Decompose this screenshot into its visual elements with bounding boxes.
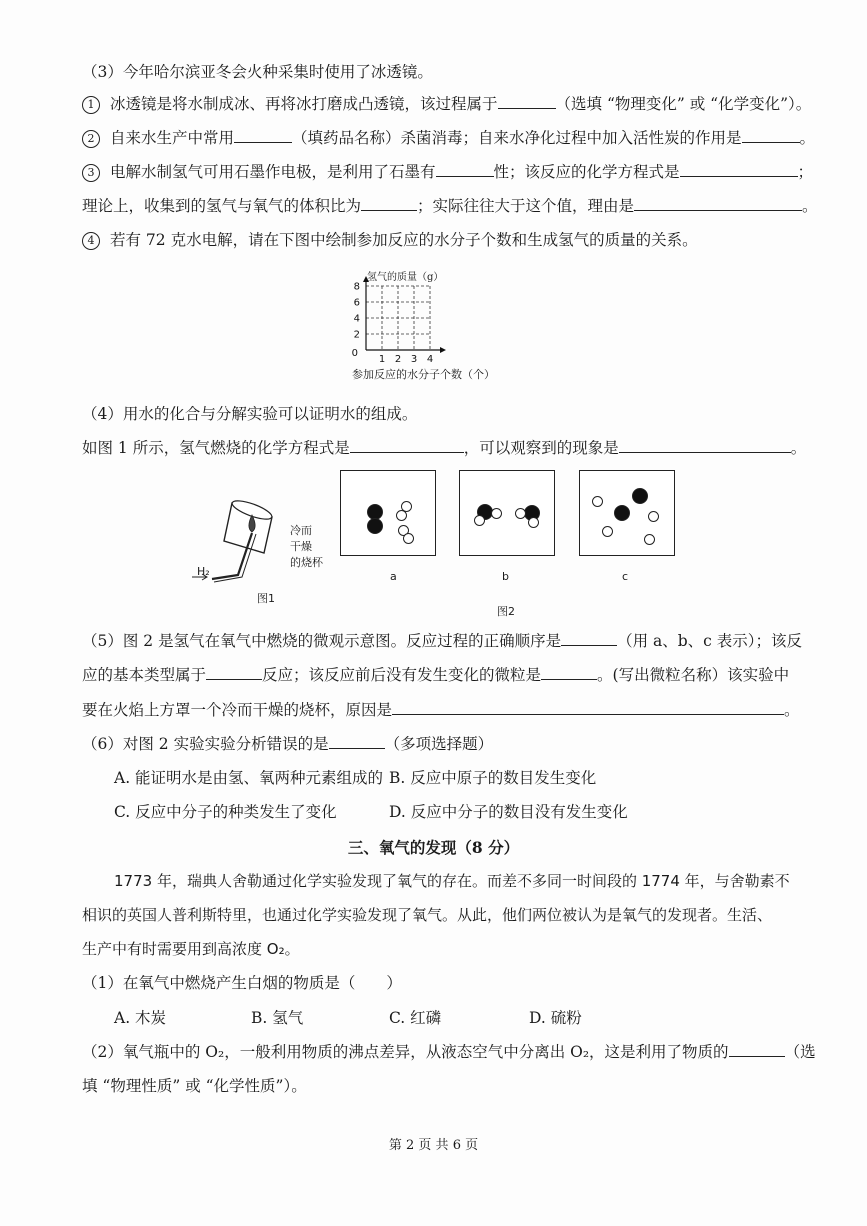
x-tick-label: 3 xyxy=(410,354,418,365)
page-footer: 第 2 页 共 6 页 xyxy=(388,1138,479,1153)
q6-option-d[interactable]: D. 反应中分子的数目没有发生变化 xyxy=(389,803,628,821)
box-label-b: b xyxy=(502,570,509,583)
q6-option-b[interactable]: B. 反应中原子的数目发生变化 xyxy=(389,769,597,787)
beaker-label-line-3: 的烧杯 xyxy=(290,556,323,569)
s3-q1-option-b[interactable]: B. 氢气 xyxy=(251,1009,304,1027)
s3-q1-stem: （1）在氧气中燃烧产生白烟的物质是（ ） xyxy=(82,974,402,992)
answer-blank[interactable] xyxy=(742,128,800,143)
q3-item-1: 1 冰透镜是将水制成冰、再将冰打磨成凸透镜，该过程属于 （选填 “物理变化” 或 “化学变化”）。 xyxy=(82,94,811,114)
hydrogen-atom xyxy=(403,533,414,544)
q5-line-2: 应的基本类型属于 反应；该反应前后没有发生变化的微粒是 。(写出微粒名称）该实验中 xyxy=(82,666,790,684)
answer-blank[interactable] xyxy=(561,631,617,646)
circled-number: 1 xyxy=(82,96,100,114)
oxygen-atom xyxy=(632,488,648,504)
hydrogen-atom xyxy=(528,517,539,528)
answer-blank[interactable] xyxy=(436,162,494,177)
q3-item-3-cont: 理论上，收集到的氢气与氧气的体积比为 ；实际往往大于这个值，理由是 。 xyxy=(82,197,818,215)
passage-line-2: 相识的英国人普利斯特里，也通过化学实验发现了氧气。从此，他们两位被认为是氧气的发现者。生活、 xyxy=(82,906,773,924)
answer-blank[interactable] xyxy=(206,665,262,680)
s3-q1-option-c[interactable]: C. 红磷 xyxy=(389,1009,442,1027)
s3-q2-line-2: 填 “物理性质” 或 “化学性质”）。 xyxy=(82,1077,307,1095)
box-b xyxy=(459,470,555,556)
x-tick-label: 4 xyxy=(426,354,434,365)
s3-q1-option-a[interactable]: A. 木炭 xyxy=(114,1009,167,1027)
q6-stem: （6）对图 2 实验实验分析错误的是 （多项选择题） xyxy=(82,735,494,753)
h2-label: H₂ xyxy=(197,565,210,578)
q3-item-2: 2 自来水生产中常用 （填药品名称）杀菌消毒；自来水净化过程中加入活性炭的作用是 。 xyxy=(82,128,815,148)
beaker-label-line-2: 干燥 xyxy=(290,540,312,553)
q5-line-1: （5）图 2 是氢气在氧气中燃烧的微观示意图。反应过程的正确顺序是 （用 a、b、c 表示）；该反 xyxy=(82,632,803,650)
section-title: 三、氧气的发现（8 分） xyxy=(347,838,520,857)
answer-blank[interactable] xyxy=(680,162,798,177)
beaker-label-line-1: 冷而 xyxy=(290,524,312,537)
s3-q1-option-d[interactable]: D. 硫粉 xyxy=(529,1009,582,1027)
chart-ylabel: 氢气的质量（g） xyxy=(367,272,444,283)
answer-blank[interactable] xyxy=(634,196,802,211)
hydrogen-atom xyxy=(396,510,407,521)
answer-blank[interactable] xyxy=(619,438,791,453)
chart-xlabel: 参加反应的水分子个数（个） xyxy=(352,368,495,381)
y-tick-label: 6 xyxy=(353,297,360,309)
circled-number: 2 xyxy=(82,130,100,148)
origin-label: 0 xyxy=(351,348,358,359)
y-tick-label: 8 xyxy=(353,281,360,293)
q5-line-3: 要在火焰上方罩一个冷而干燥的烧杯，原因是 。 xyxy=(82,701,800,719)
answer-blank[interactable] xyxy=(361,196,417,211)
passage-line-1: 1773 年，瑞典人舍勒通过化学实验发现了氧气的存在。而差不多同一时间段的 1774 年，与舍勒素不 xyxy=(114,872,790,890)
circled-number: 4 xyxy=(82,232,100,250)
y-tick-label: 4 xyxy=(353,313,360,325)
answer-blank[interactable] xyxy=(392,700,784,715)
answer-blank[interactable] xyxy=(541,665,597,680)
s3-q2-line-1: （2）氧气瓶中的 O₂，一般利用物质的沸点差异，从液态空气中分离出 O₂，这是利用了物质的 （选 xyxy=(82,1043,816,1061)
answer-blank[interactable] xyxy=(350,438,464,453)
q3-item-4: 4 若有 72 克水电解，请在下图中绘制参加反应的水分子个数和生成氢气的质量的关系。 xyxy=(82,230,698,250)
answer-blank[interactable] xyxy=(329,734,385,749)
box-a xyxy=(340,470,436,556)
x-tick-label: 1 xyxy=(378,354,386,365)
x-axis-arrow xyxy=(440,347,446,353)
figure-1-apparatus xyxy=(190,495,300,595)
box-label-a: a xyxy=(390,570,397,583)
passage-line-3: 生产中有时需要用到高浓度 O₂。 xyxy=(82,940,300,958)
hydrogen-atom xyxy=(491,508,502,519)
oxygen-atom xyxy=(614,505,630,521)
q4-intro: （4）用水的化合与分解实验可以证明水的组成。 xyxy=(82,405,418,423)
q3-item-3: 3 电解水制氢气可用石墨作电极，是利用了石墨有 性；该反应的化学方程式是 ； xyxy=(82,162,813,182)
box-c xyxy=(579,470,675,556)
y-tick-label: 2 xyxy=(353,329,360,341)
hydrogen-atom xyxy=(592,496,603,507)
x-tick-label: 2 xyxy=(394,354,402,365)
q3-intro: （3）今年哈尔滨亚冬会火种采集时使用了冰透镜。 xyxy=(82,63,433,81)
oxygen-atom xyxy=(367,518,383,534)
hydrogen-atom xyxy=(648,511,659,522)
circled-number: 3 xyxy=(82,164,100,182)
hydrogen-atom xyxy=(644,534,655,545)
box-label-c: c xyxy=(622,570,629,583)
hydrogen-atom xyxy=(602,526,613,537)
answer-blank[interactable] xyxy=(234,128,292,143)
figure-1-caption: 图1 xyxy=(257,592,275,605)
q6-option-a[interactable]: A. 能证明水是由氢、氧两种元素组成的 xyxy=(114,769,384,787)
answer-blank[interactable] xyxy=(498,94,556,109)
q4-line: 如图 1 所示，氢气燃烧的化学方程式是 ，可以观察到的现象是 。 xyxy=(82,439,807,457)
hydrogen-atom xyxy=(515,508,526,519)
q6-option-c[interactable]: C. 反应中分子的种类发生了变化 xyxy=(114,803,337,821)
hydrogen-atom xyxy=(474,515,485,526)
figure-2-caption: 图2 xyxy=(497,605,515,618)
answer-blank[interactable] xyxy=(729,1042,785,1057)
